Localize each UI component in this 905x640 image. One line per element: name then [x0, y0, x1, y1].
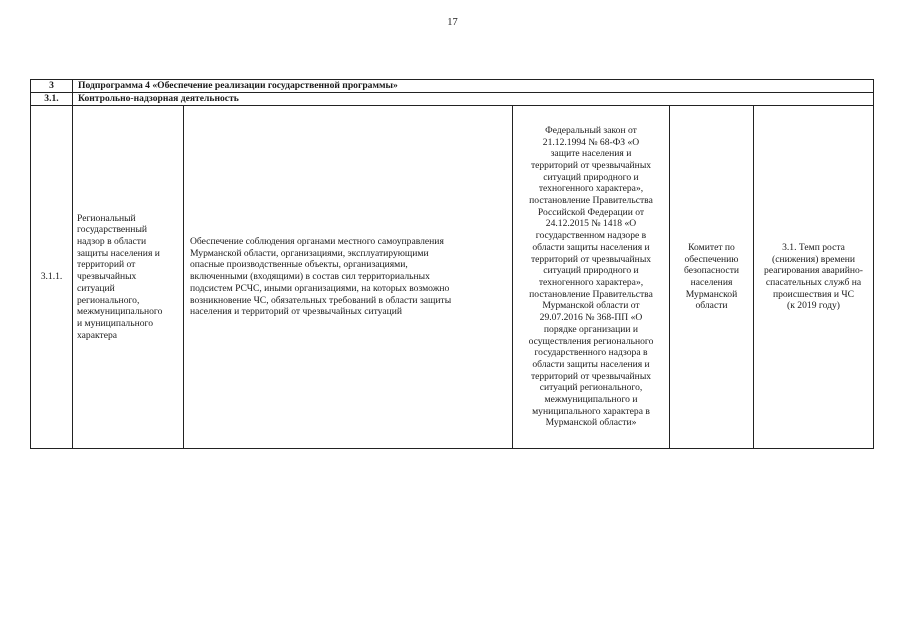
item-number: 3.1.1. [31, 106, 73, 449]
item-responsible: Комитет по обеспечению безопасности населения Мурманской области [670, 106, 754, 449]
item-row [31, 106, 874, 449]
item-name: Региональный государственный надзор в области защиты населения и территорий от чрезвычайных ситуаций регионального, межмуниципального и муниципального характера [73, 106, 184, 449]
subprogram-number: 3 [31, 80, 73, 93]
program-table [30, 79, 874, 449]
section-row [31, 93, 874, 106]
section-title: Контрольно-надзорная деятельность [73, 93, 874, 106]
page-number: 17 [447, 17, 458, 28]
subprogram-title: Подпрограмма 4 «Обеспечение реализации государственной программы» [73, 80, 874, 93]
item-description: Обеспечение соблюдения органами местного самоуправления Мурманской области, организациями, эксплуатирующими опасные производственные объекты, организациями, включенными (входящими) в состав сил территориальных подсистем РСЧС, иными организациями, на которых возможно возникновение ЧС, обязательных требований в области защиты населения и территорий от чрезвычайных ситуаций [184, 106, 513, 449]
item-legal-basis: Федеральный закон от 21.12.1994 № 68-ФЗ «О защите населения и территорий от чрезвычайных ситуаций природного и техногенного характера», постановление Правительства Российской Федерации от 24.12.2015 № 1418 «О государственном надзоре в области защиты населения и территорий от чрезвычайных ситуаций природного и техногенного характера», постановление Правительства Мурманской области от 29.07.2016 № 368-ПП «О порядке организации и осуществления регионального государственного надзора в области защиты населения и территорий от чрезвычайных ситуаций регионального, межмуниципального и муниципального характера в Мурманской области» [513, 106, 670, 449]
section-number: 3.1. [31, 93, 73, 106]
item-indicator: 3.1. Темп роста (снижения) времени реагирования аварийно- спасательных служб на происшествия и ЧС (к 2019 году) [754, 106, 874, 449]
subprogram-row [31, 80, 874, 93]
